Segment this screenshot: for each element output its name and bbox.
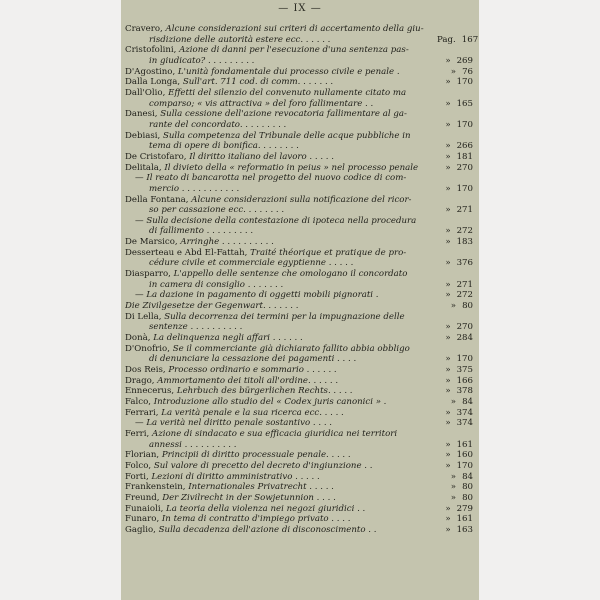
- entry-page-ref: [437, 504, 473, 515]
- entry-author: —: [135, 173, 144, 184]
- entry-page-ref: [437, 258, 473, 269]
- page-number: 376: [456, 258, 473, 269]
- entry-line: [125, 376, 437, 387]
- entry-author: Danesi,: [125, 109, 158, 120]
- entry-continuation: tema di opere di bonifica. . . . . . . .: [149, 141, 299, 152]
- index-entry: [125, 504, 473, 515]
- entry-page-ref: [437, 461, 473, 472]
- entry-author: Ennecerus,: [125, 386, 175, 397]
- entry-title: Lehrbuch des bürgerlichen Rechts. . . . .: [176, 386, 353, 397]
- entry-page-ref: [437, 525, 473, 536]
- entry-line: [125, 482, 437, 493]
- entry-continuation: di denunciare la cessazione dei pagamenti . . . .: [149, 354, 357, 365]
- index-entry: [125, 237, 473, 248]
- entry-author: Donà,: [125, 333, 151, 344]
- entry-page-ref: [437, 67, 473, 78]
- index-entry: [125, 88, 473, 109]
- page-number: 163: [456, 524, 473, 535]
- entry-line: [125, 269, 437, 280]
- page-number: 170: [456, 354, 473, 365]
- page-number: 270: [456, 162, 473, 173]
- entry-line: [125, 163, 437, 174]
- entry-line: [125, 312, 437, 323]
- entry-page-ref: [437, 120, 473, 131]
- entry-title: Sulla decorrenza dei termini per la impugnazione delle: [164, 311, 405, 322]
- page-number: 374: [456, 407, 473, 418]
- ditto-mark: »: [450, 301, 457, 312]
- index-entry: [125, 131, 473, 152]
- entry-continuation: mercio . . . . . . . . . . .: [149, 183, 240, 194]
- index-entry: [125, 109, 473, 130]
- index-entry: [125, 450, 473, 461]
- entry-author: Cristofolini,: [125, 45, 177, 56]
- entry-page-ref: [437, 205, 473, 216]
- entry-line: [125, 248, 437, 259]
- entry-title: Arringhe . . . . . . . . . .: [180, 237, 274, 248]
- entry-continuation: rante del concordato. . . . . . . . .: [149, 119, 287, 130]
- entry-line: [125, 472, 437, 483]
- entry-title: La dazione in pagamento di oggetti mobili pignorati .: [146, 290, 379, 301]
- index-entry: [125, 216, 473, 237]
- index-entry: [125, 269, 473, 290]
- page-number: 170: [456, 77, 473, 88]
- page-number: 271: [456, 205, 473, 216]
- entry-line: [125, 514, 437, 525]
- ditto-mark: »: [445, 151, 451, 162]
- entry-line: [125, 418, 437, 429]
- index-entry: [125, 45, 473, 66]
- index-entry: [125, 344, 473, 365]
- entry-title: La delinquenza negli affari . . . . . .: [153, 333, 303, 344]
- ditto-mark: »: [445, 460, 451, 471]
- ditto-mark: »: [445, 119, 451, 130]
- entry-author: Ferri,: [125, 428, 150, 439]
- entry-line: [125, 333, 437, 344]
- page-number: 170: [456, 460, 473, 471]
- page-number: 160: [456, 450, 473, 461]
- index-entry: [125, 67, 473, 78]
- index-entry: [125, 493, 473, 504]
- entry-continuation: annessi . . . . . . . . . .: [149, 439, 237, 450]
- entry-page-ref: [437, 184, 473, 195]
- entry-page-ref: [437, 386, 473, 397]
- entry-page-ref: [437, 493, 473, 504]
- entry-title: Se il commerciante già dichiarato fallito abbia obbligo: [172, 343, 410, 354]
- entry-author: Della Fontana,: [125, 194, 189, 205]
- page-number: 270: [456, 322, 473, 333]
- entry-title: Sulla competenza del Tribunale delle acque pubbliche in: [162, 130, 411, 141]
- entry-line: [125, 301, 437, 312]
- entry-line: [125, 386, 437, 397]
- page-number: 269: [456, 55, 473, 66]
- index-entry: [125, 482, 473, 493]
- entry-author: Gaglio,: [125, 524, 156, 535]
- index-entry: [125, 301, 473, 312]
- entry-title: Sulla decisione della contestazione di ipoteca nella procedura: [146, 215, 417, 226]
- ditto-mark: »: [445, 237, 451, 248]
- entry-author: Di Lella,: [125, 311, 162, 322]
- entry-title: Alcune considerazioni sui criteri di accertamento della giu-: [165, 24, 424, 34]
- page-number: 80: [462, 482, 473, 493]
- ditto-mark: »: [445, 98, 451, 109]
- book-page: [121, 0, 479, 600]
- index-entry: [125, 333, 473, 344]
- entry-line: [125, 344, 437, 355]
- ditto-mark: »: [450, 396, 457, 407]
- index-entry: [125, 312, 473, 333]
- entry-author: Funaioli,: [125, 503, 164, 514]
- ditto-mark: »: [445, 418, 451, 429]
- entry-line: [125, 24, 437, 35]
- ditto-mark: »: [450, 482, 457, 493]
- page-number: 378: [456, 386, 473, 397]
- index-entry: [125, 24, 479, 45]
- page-number: 167: [461, 34, 479, 45]
- entry-line: [125, 195, 437, 206]
- page-number: 170: [456, 119, 473, 130]
- index-entry: [125, 514, 473, 525]
- entry-author: Diasparro,: [125, 269, 171, 280]
- page-number: 161: [456, 439, 473, 450]
- page-number: 80: [462, 301, 473, 312]
- index-entry: [125, 472, 473, 483]
- entry-author: —: [135, 215, 144, 226]
- entry-page-ref: [437, 226, 473, 237]
- entry-page-ref: [437, 290, 473, 301]
- entry-title: L'unità fondamentale dui processo civile e penale .: [177, 66, 400, 77]
- entry-line: [125, 131, 437, 142]
- entry-line: [125, 237, 437, 248]
- index-entry: [125, 173, 473, 194]
- page-number: 80: [462, 492, 473, 503]
- entry-title: Azione di danni per l'esecuzione d'una sentenza pas-: [179, 45, 409, 56]
- index-entry: [125, 77, 473, 88]
- index-entries: [125, 24, 479, 536]
- ditto-mark: »: [445, 439, 451, 450]
- entry-continuation: comparso; « vis attractiva » del foro fallimentare . .: [149, 98, 374, 109]
- ditto-mark: Pag.: [437, 34, 456, 45]
- entry-author: Freund,: [125, 492, 160, 503]
- entry-page-ref: [437, 280, 473, 291]
- ditto-mark: »: [445, 503, 451, 514]
- page-number: 84: [462, 396, 473, 407]
- ditto-mark: »: [445, 407, 451, 418]
- ditto-mark: »: [450, 66, 457, 77]
- entry-author: Delitala,: [125, 162, 162, 173]
- entry-title: Introduzione allo studio del « Codex juris canonici » .: [153, 396, 387, 407]
- page-number: 165: [456, 98, 473, 109]
- entry-title: La teoria della violenza nei negozi giuridici . .: [166, 503, 366, 514]
- entry-page-ref: [437, 472, 473, 483]
- entry-line: [125, 525, 437, 536]
- index-entry: [125, 290, 473, 301]
- entry-line: [125, 67, 437, 78]
- entry-continuation: di fallimento . . . . . . . . .: [149, 226, 254, 237]
- ditto-mark: »: [445, 226, 451, 237]
- entry-author: Dos Reis,: [125, 365, 166, 375]
- index-entry: [125, 418, 473, 429]
- index-entry: [125, 408, 473, 419]
- page-number: 161: [456, 514, 473, 525]
- running-head: — IX —: [278, 3, 322, 14]
- entry-continuation: in camera di consiglio . . . . . . .: [149, 279, 284, 290]
- entry-title: Der Zivilrecht in der Sowjetunnion . . . .: [162, 492, 336, 503]
- entry-title: L'appello delle sentenze che omologano il concordato: [173, 269, 408, 280]
- ditto-mark: »: [445, 205, 451, 216]
- index-entry: [125, 461, 473, 472]
- entry-page-ref: [437, 56, 473, 67]
- page-number: 272: [456, 226, 473, 237]
- page-number: 266: [456, 141, 473, 152]
- entry-author: De Cristofaro,: [125, 151, 187, 162]
- page-number: 272: [456, 290, 473, 301]
- page-number: 271: [456, 279, 473, 290]
- ditto-mark: »: [450, 492, 457, 503]
- ditto-mark: »: [445, 279, 451, 290]
- ditto-mark: »: [445, 162, 451, 173]
- entry-title: La verità penale e la sua ricerca ecc. . . . .: [161, 407, 344, 418]
- ditto-mark: »: [445, 141, 451, 152]
- entry-title: Il divieto della « reformatio in peius » nel processo penale: [164, 162, 419, 173]
- entry-title: La verità nel diritto penale sostantivo . . . .: [146, 418, 333, 429]
- entry-page-ref: [437, 301, 473, 312]
- entry-continuation: so per cassazione ecc. . . . . . . .: [149, 205, 285, 216]
- ditto-mark: »: [450, 471, 457, 482]
- entry-page-ref: [437, 141, 473, 152]
- entry-title: Sulla cessione dell'azione revocatoria fallimentare al ga-: [160, 109, 407, 120]
- entry-line: [125, 88, 437, 99]
- page-number: 375: [456, 365, 473, 375]
- page-number: 84: [462, 471, 473, 482]
- entry-author: Falco,: [125, 396, 151, 407]
- entry-title: Sul valore di precetto del decreto d'ingiunzione . .: [153, 460, 373, 471]
- entry-line: [125, 109, 437, 120]
- ditto-mark: »: [445, 354, 451, 365]
- entry-author: Ferrari,: [125, 407, 159, 418]
- entry-page-ref: [437, 333, 473, 344]
- index-entry: [125, 195, 473, 216]
- entry-line: [125, 429, 437, 440]
- entry-title: Sulla decadenza dell'azione di disconoscimento . .: [158, 524, 377, 535]
- entry-line: [125, 450, 437, 461]
- entry-title: Alcune considerazioni sulla notificazione del ricor-: [191, 194, 412, 205]
- entry-title: Il reato di bancarotta nel progetto del nuovo codice di com-: [146, 173, 407, 184]
- ditto-mark: »: [445, 386, 451, 397]
- entry-line: [125, 77, 437, 88]
- page-number: 284: [456, 333, 473, 344]
- entry-page-ref: [437, 152, 473, 163]
- ditto-mark: »: [445, 524, 451, 535]
- entry-line: [125, 173, 437, 184]
- ditto-mark: »: [445, 333, 451, 344]
- ditto-mark: »: [445, 450, 451, 461]
- entry-author: Drago,: [125, 375, 155, 386]
- entry-author: D'Onofrio,: [125, 343, 170, 354]
- entry-author: Desserteau e Abd El-Fattah,: [125, 247, 248, 258]
- ditto-mark: »: [445, 365, 451, 375]
- entry-page-ref: [437, 34, 479, 46]
- ditto-mark: »: [445, 258, 451, 269]
- ditto-mark: »: [445, 322, 451, 333]
- entry-line: [125, 216, 437, 227]
- entry-author: Dalla Longa,: [125, 77, 181, 88]
- index-entry: [125, 365, 473, 376]
- entry-page-ref: [437, 450, 473, 461]
- entry-author: Funaro,: [125, 514, 160, 525]
- entry-title: Lezioni di diritto amministrativo . . . . .: [151, 471, 320, 482]
- entry-author: Florian,: [125, 450, 160, 461]
- entry-page-ref: [437, 365, 473, 376]
- entry-author: Forti,: [125, 471, 149, 482]
- entry-page-ref: [437, 354, 473, 365]
- entry-continuation: risdizione delle autorità estere ecc. . . . . .: [149, 34, 331, 45]
- index-entry: [125, 163, 473, 174]
- entry-page-ref: [437, 376, 473, 387]
- ditto-mark: »: [445, 375, 451, 386]
- entry-page-ref: [437, 322, 473, 333]
- entry-line: [125, 365, 437, 376]
- entry-line: [125, 461, 437, 472]
- entry-author: Debiasi,: [125, 130, 161, 141]
- entry-page-ref: [437, 99, 473, 110]
- entry-author: Cravero,: [125, 24, 163, 34]
- entry-title: Il diritto italiano del lavoro . . . . .: [189, 151, 334, 162]
- index-entry: [125, 429, 473, 450]
- index-entry: [125, 525, 473, 536]
- page-number: 279: [456, 503, 473, 514]
- ditto-mark: »: [445, 514, 451, 525]
- entry-title: Die Zivilgesetze der Gegenwart. . . . . . .: [125, 301, 299, 312]
- entry-author: Dall'Olio,: [125, 87, 166, 98]
- entry-title: Principii di diritto processuale penale. . . . .: [161, 450, 351, 461]
- index-entry: [125, 248, 473, 269]
- entry-title: Sull'art. 711 cod. di comm. . . . . . .: [182, 77, 334, 88]
- entry-line: [125, 45, 437, 56]
- entry-author: De Marsico,: [125, 237, 178, 248]
- entry-title: In tema di contratto d'impiego privato . . . .: [161, 514, 351, 525]
- index-entry: [125, 152, 473, 163]
- entry-author: —: [135, 418, 144, 429]
- entry-title: Internationales Privatrecht . . . . .: [188, 482, 334, 493]
- entry-page-ref: [437, 514, 473, 525]
- index-entry: [125, 386, 473, 397]
- entry-line: [125, 152, 437, 163]
- entry-continuation: sentenze . . . . . . . . . .: [149, 322, 243, 333]
- entry-line: [125, 290, 437, 301]
- entry-continuation: cédure civile et commerciale egyptienne . . . . .: [149, 258, 354, 269]
- entry-continuation: in giudicato? . . . . . . . . .: [149, 55, 255, 66]
- entry-line: [125, 493, 437, 504]
- ditto-mark: »: [445, 183, 451, 194]
- entry-title: Ammortamento dei titoli all'ordine. . . . . .: [157, 375, 339, 386]
- entry-page-ref: [437, 237, 473, 248]
- page-number: 170: [456, 183, 473, 194]
- entry-author: Folco,: [125, 460, 152, 471]
- page-number: 181: [456, 151, 473, 162]
- entry-line: [125, 408, 437, 419]
- page-number: 374: [456, 418, 473, 429]
- entry-line: [125, 504, 437, 515]
- page-number: 76: [462, 66, 473, 77]
- page-number: 166: [456, 375, 473, 386]
- entry-page-ref: [437, 163, 473, 174]
- entry-page-ref: [437, 482, 473, 493]
- entry-page-ref: [437, 418, 473, 429]
- entry-page-ref: [437, 440, 473, 451]
- entry-page-ref: [437, 408, 473, 419]
- index-entry: [125, 397, 473, 408]
- ditto-mark: »: [445, 55, 451, 66]
- entry-title: Effetti del silenzio del convenuto nullamente citato ma: [168, 87, 407, 98]
- entry-title: Traité théorique et pratique de pro-: [250, 247, 407, 258]
- entry-author: Frankenstein,: [125, 482, 186, 493]
- entry-line: [125, 397, 437, 408]
- entry-author: —: [135, 290, 144, 301]
- entry-page-ref: [437, 77, 473, 88]
- entry-title: Azione di sindacato e sua efficacia giuridica nei territori: [152, 428, 398, 439]
- entry-author: D'Agostino,: [125, 66, 176, 77]
- entry-page-ref: [437, 397, 473, 408]
- page-number: 183: [456, 237, 473, 248]
- index-entry: [125, 376, 473, 387]
- entry-title: Processo ordinario e sommario . . . . . .: [168, 365, 337, 375]
- ditto-mark: »: [445, 290, 451, 301]
- ditto-mark: »: [445, 77, 451, 88]
